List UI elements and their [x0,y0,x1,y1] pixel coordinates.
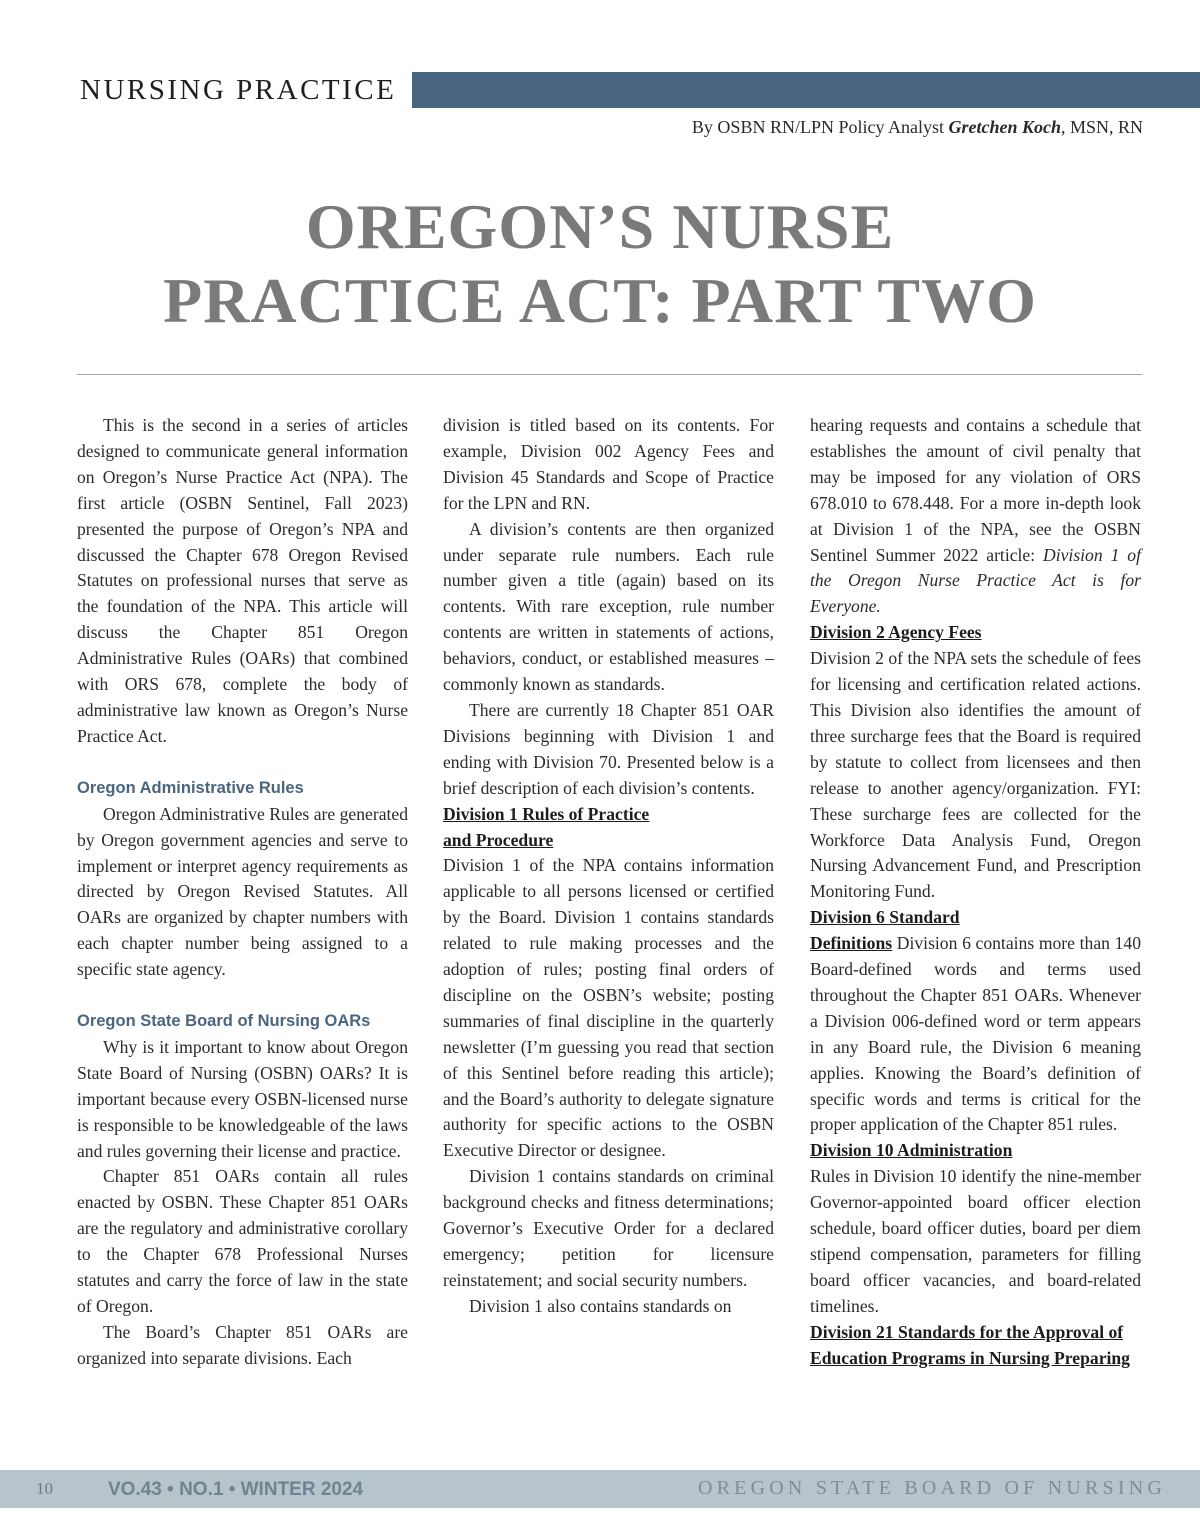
spacer [77,983,408,1009]
division-6-block [810,905,1141,1138]
page-number: 10 [36,1479,53,1498]
article-title-line-1: OREGON’S NURSE [305,191,895,262]
paragraph: Division 1 also contains standards on [469,1295,732,1316]
column-3 [810,413,1141,1372]
article-title-line-2: PRACTICE ACT: PART TWO [163,265,1037,336]
paragraph: division is titled based on its contents. For example, Division 002 Agency Fees and Division 45 Standards and Scope of Practice for the LPN and RN. [443,415,774,513]
paragraph: Rules in Division 10 identify the nine-member Governor-appointed board officer election schedule, board officer duties, board per diem stipend compensation, parameters for filling board officer vacancies, and board-related timelines. [810,1166,1141,1316]
byline [692,117,1143,138]
division-heading-line-1: Division 1 Rules of Practice [443,803,650,824]
spacer [77,750,408,776]
section-heading: Oregon Administrative Rules [77,778,304,797]
paragraph: Chapter 851 OARs contain all rules enacted by OSBN. These Chapter 851 OARs are the regulatory and administrative corollary to the Chapter 678 Professional Nurses statutes and carry the force of law in the state of Oregon. [77,1166,408,1316]
division-heading: Division 2 Agency Fees [810,622,982,643]
section-header-bar [412,72,1200,108]
division-heading-line-2: and Procedure [443,829,554,850]
division-heading-line-1: Division 21 Standards for the Approval of [810,1321,1124,1342]
organization-name: OREGON STATE BOARD OF NURSING [697,1477,1166,1499]
paragraph: Oregon Administrative Rules are generated by Oregon government agencies and serve to implement or interpret agency requirements as directed by Oregon Revised Statutes. All OARs are organized by chapter numbers with each chapter number being assigned to a specific state agency. [77,803,408,980]
paragraph: Division 2 of the NPA sets the schedule of fees for licensing and certification related actions. This Division also identifies the amount of three surcharge fees that the Board is required by statute to collect from licensees and then release to another agency/organization. FYI: These surcharge fees are collected for the Workforce Data Analysis Fund, Oregon Nursing Advancement Fund, and Prescription Monitoring Fund. [810,648,1141,902]
column-2 [443,413,774,1320]
article-title [0,190,1200,338]
division-heading: Definitions [810,933,893,954]
title-divider [77,374,1142,375]
paragraph: Division 1 contains standards on criminal background checks and fitness determinations; Governor’s Executive Order for a declared emergency; petition for licensure reinstatement; and social security numbers. [443,1166,774,1290]
division-heading: Division 6 Standard [810,907,960,928]
article-reference: Division 1 of the Oregon Nurse Practice Act is for Everyone. [810,544,1141,617]
byline-suffix: , MSN, RN [1060,117,1143,137]
section-label: NURSING PRACTICE [80,74,397,106]
paragraph: Why is it important to know about Oregon State Board of Nursing (OSBN) OARs? It is important because every OSBN-licensed nurse is responsible to be knowledgeable of the laws and rules governing their license and practice. [77,1036,408,1161]
division-heading-line-2: Education Programs in Nursing Preparing [810,1347,1130,1368]
division-heading [443,802,774,854]
paragraph: The Board’s Chapter 851 OARs are organized into separate divisions. Each [77,1321,408,1368]
division-heading [810,1320,1141,1372]
issue-label: VO.43 • NO.1 • WINTER 2024 [108,1479,364,1500]
paragraph-text: hearing requests and contains a schedule that establishes the amount of civil penalty that may be imposed for any violation of ORS 678.010 to 678.448. For a more in-depth look at Division 1 of the NPA, see the OSBN Sentinel Summer 2022 article: [810,415,1141,565]
paragraph [810,413,1141,620]
author-name: Gretchen Koch [948,117,1061,137]
paragraph: There are currently 18 Chapter 851 OAR Divisions beginning with Division 1 and ending with Division 70. Presented below is a brief description of each division’s contents. [443,699,774,798]
byline-prefix: By OSBN RN/LPN Policy Analyst [691,117,949,137]
paragraph: A division’s contents are then organized under separate rule numbers. Each rule number given a title (again) based on its contents. With rare exception, rule number contents are written in statements of actions, behaviors, conduct, or established measures – commonly known as standards. [443,518,774,695]
column-1 [77,413,408,1372]
paragraph-text: Division 6 contains more than 140 Board-defined words and terms used throughout the Chapter 851 OARs. Whenever a Division 006-defined word or term appears in any Board rule, the Division 6 meaning applies. Knowing the Board’s definition of specific words and terms is critical for the proper application of the Chapter 851 rules. [810,933,1141,1135]
paragraph: Division 1 of the NPA contains information applicable to all persons licensed or certified by the Board. Division 1 contains standards related to rule making processes and the adoption of rules; posting final orders of discipline on the OSBN’s website; posting summaries of final discipline in the quarterly newsletter (I’m guessing you read that section of this Sentinel before reading this article); and the Board’s authority to delegate signature authority for specific actions to the OSBN Executive Director or designee. [443,855,774,1161]
division-heading: Division 10 Administration [810,1140,1013,1161]
section-heading: Oregon State Board of Nursing OARs [77,1012,371,1031]
paragraph: This is the second in a series of articles designed to communicate general information on Oregon’s Nurse Practice Act (NPA). The first article (OSBN Sentinel, Fall 2023) presented the purpose of Oregon’s NPA and discussed the Chapter 678 Oregon Revised Statutes on professional nurses that serve as the foundation of the NPA. This article will discuss the Chapter 851 Oregon Administrative Rules (OARs) that combined with ORS 678, complete the body of administrative law known as Oregon’s Nurse Practice Act. [77,415,408,746]
